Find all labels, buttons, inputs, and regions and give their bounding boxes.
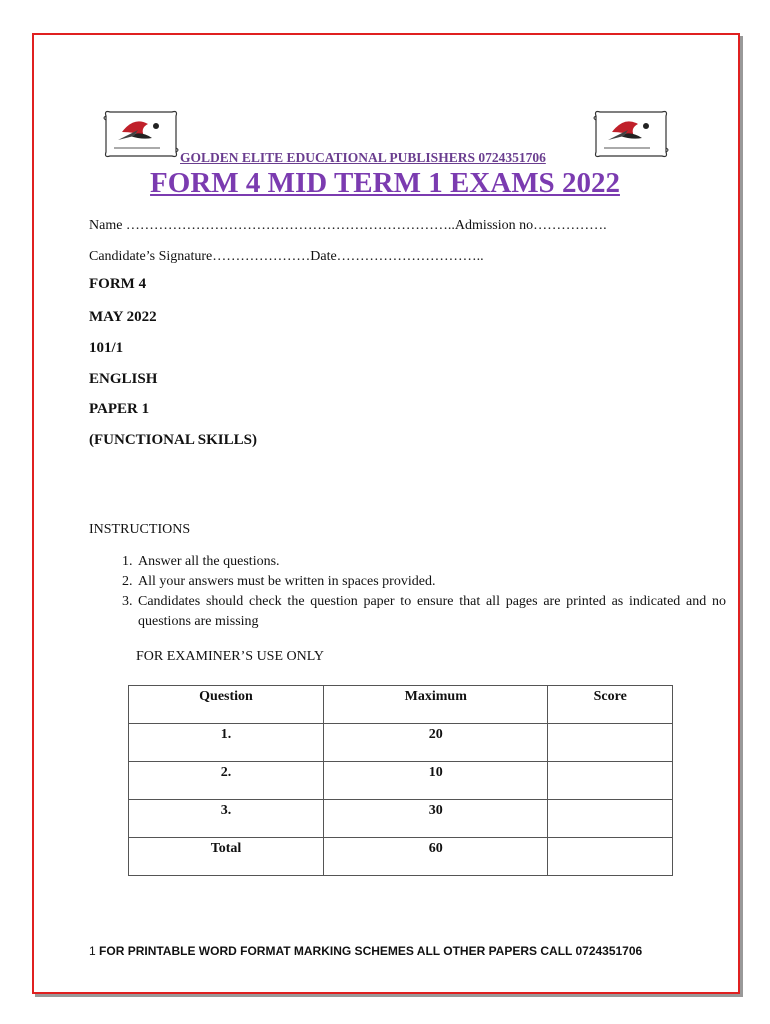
publisher-name: GOLDEN ELITE EDUCATIONAL PUBLISHERS 0724351706 bbox=[180, 150, 546, 165]
column-header: Score bbox=[548, 686, 673, 724]
question-cell: 2. bbox=[129, 762, 324, 800]
page-footer bbox=[89, 944, 642, 958]
instruction-item: 1. Answer all the questions. bbox=[136, 552, 726, 572]
instructions-list bbox=[89, 552, 726, 632]
footer-text: FOR PRINTABLE WORD FORMAT MARKING SCHEMES ALL OTHER PAPERS CALL 0724351706 bbox=[99, 944, 643, 958]
signature-date-line: Candidate’s Signature…………………Date………………………….. bbox=[89, 249, 484, 264]
question-cell: Total bbox=[129, 838, 324, 876]
table-header-row bbox=[129, 686, 673, 724]
examiner-heading: FOR EXAMINER’S USE ONLY bbox=[136, 649, 324, 664]
exam-form: FORM 4 bbox=[89, 276, 147, 292]
table-row bbox=[129, 762, 673, 800]
table-row bbox=[129, 724, 673, 762]
instructions-heading: INSTRUCTIONS bbox=[89, 522, 191, 537]
maximum-cell: 60 bbox=[324, 838, 548, 876]
name-admission-line: Name ……………………………………………………………..Admission no……………. bbox=[89, 218, 607, 233]
subject: ENGLISH bbox=[89, 371, 158, 387]
examiner-table bbox=[128, 685, 673, 876]
paper-code: 101/1 bbox=[89, 340, 124, 356]
question-cell: 1. bbox=[129, 724, 324, 762]
instruction-item: 3. Candidates should check the question paper to ensure that all pages are printed as indicated and no questions are missing bbox=[136, 592, 726, 632]
column-header: Question bbox=[129, 686, 324, 724]
score-cell[interactable] bbox=[548, 800, 673, 838]
maximum-cell: 10 bbox=[324, 762, 548, 800]
scroll-logo-icon bbox=[590, 106, 670, 162]
scroll-logo-icon bbox=[100, 106, 180, 162]
table-row bbox=[129, 800, 673, 838]
maximum-cell: 30 bbox=[324, 800, 548, 838]
score-cell[interactable] bbox=[548, 838, 673, 876]
column-header: Maximum bbox=[324, 686, 548, 724]
paper-number: PAPER 1 bbox=[89, 401, 150, 417]
table-row-total bbox=[129, 838, 673, 876]
score-cell[interactable] bbox=[548, 762, 673, 800]
score-cell[interactable] bbox=[548, 724, 673, 762]
paper-type: (FUNCTIONAL SKILLS) bbox=[89, 432, 257, 448]
maximum-cell: 20 bbox=[324, 724, 548, 762]
page-title: FORM 4 MID TERM 1 EXAMS 2022 bbox=[150, 167, 620, 199]
question-cell: 3. bbox=[129, 800, 324, 838]
instruction-item: 2. All your answers must be written in spaces provided. bbox=[136, 572, 726, 592]
page-number: 1 bbox=[89, 944, 96, 958]
exam-date: MAY 2022 bbox=[89, 309, 157, 325]
